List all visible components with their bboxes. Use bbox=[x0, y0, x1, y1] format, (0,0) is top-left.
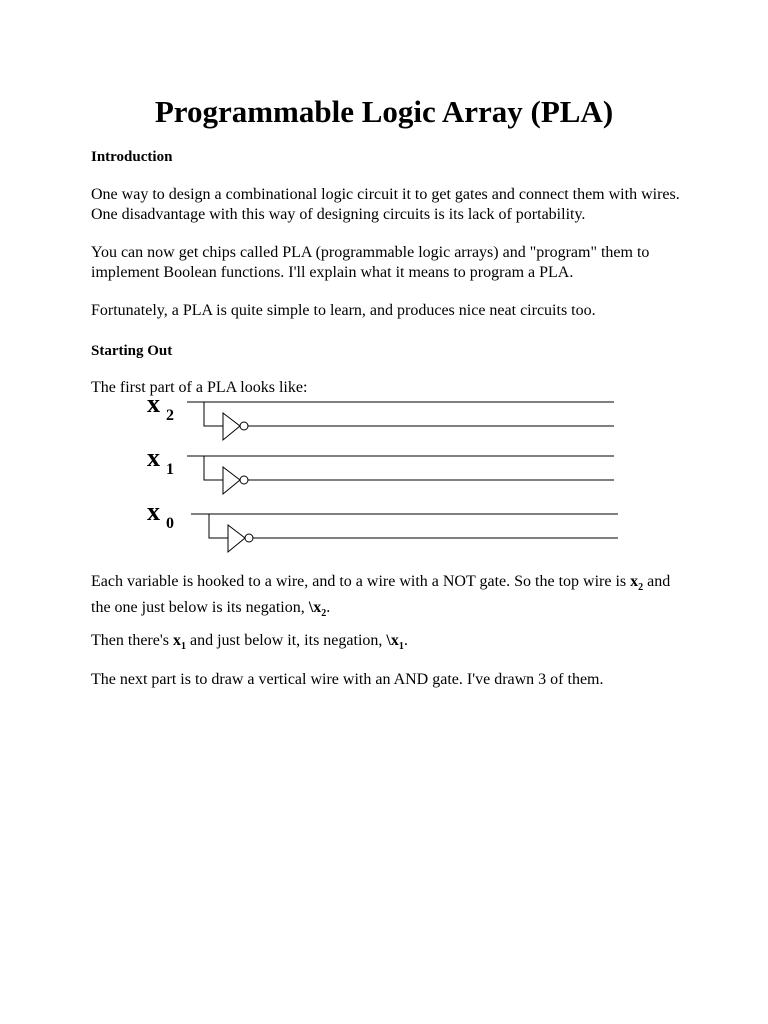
not-gate-x1 bbox=[223, 467, 240, 494]
variable-subscript-x2: 2 bbox=[166, 407, 174, 424]
heading-starting-out: Starting Out bbox=[91, 343, 173, 359]
variable-ref-not-x2: $\backslash x_2$ bbox=[308, 599, 327, 620]
intro-paragraph-1: One way to design a combinational logic circuit it to get gates and connect them with wires. One disadvantage with this way of designing circuits is its lack of portability. bbox=[91, 186, 680, 223]
page-title: Programmable Logic Array (PLA) bbox=[154, 94, 614, 129]
variable-ref-x1: $x_1$ bbox=[172, 632, 186, 653]
variable-label-x1: x bbox=[147, 443, 160, 472]
not-bubble-x0 bbox=[245, 534, 253, 542]
input-row-x1 bbox=[147, 443, 614, 494]
variable-ref-x2: $x_2$ bbox=[630, 573, 644, 594]
x1-explanation-text-b: and just below it, its negation, bbox=[185, 632, 387, 649]
intro-paragraph-3: Fortunately, a PLA is quite simple to learn, and produces nice neat circuits too. bbox=[91, 302, 596, 319]
input-row-x2 bbox=[147, 389, 614, 440]
wire-explanation-paragraph bbox=[91, 572, 691, 624]
wire-explanation-text-a: Each variable is hooked to a wire, and to a wire with a NOT gate. So the top wire is bbox=[91, 573, 631, 590]
not-gate-x0 bbox=[228, 525, 245, 552]
variable-subscript-x0: 0 bbox=[166, 515, 174, 532]
heading-introduction: Introduction bbox=[91, 149, 173, 165]
not-bubble-x2 bbox=[240, 422, 248, 430]
branch-wire-x0 bbox=[209, 514, 228, 538]
variable-label-x2: x bbox=[147, 389, 160, 418]
wire-explanation-text-b: and the one just below is its negation, bbox=[91, 573, 671, 617]
starting-out-intro: The first part of a PLA looks like: bbox=[91, 379, 308, 396]
branch-wire-x2 bbox=[204, 402, 223, 426]
variable-ref-not-x1: $\backslash x_1$ bbox=[386, 632, 404, 653]
not-gate-x2 bbox=[223, 413, 240, 440]
intro-paragraph-2: You can now get chips called PLA (programmable logic arrays) and "program" them to implement Boolean functions. I'll explain what it means to program a PLA. bbox=[91, 244, 650, 281]
wire-explanation-text-c: . bbox=[326, 599, 331, 617]
variable-subscript-x1: 1 bbox=[166, 461, 174, 478]
and-gate-paragraph: The next part is to draw a vertical wire with an AND gate. I've drawn 3 of them. bbox=[91, 671, 604, 688]
not-bubble-x1 bbox=[240, 476, 248, 484]
x1-explanation-paragraph bbox=[91, 631, 691, 657]
x1-explanation-text-c: . bbox=[403, 632, 408, 649]
branch-wire-x1 bbox=[204, 456, 223, 480]
x1-explanation-text-a: Then there's bbox=[91, 632, 173, 649]
input-row-x0 bbox=[147, 497, 618, 552]
variable-label-x0: x bbox=[147, 497, 160, 526]
